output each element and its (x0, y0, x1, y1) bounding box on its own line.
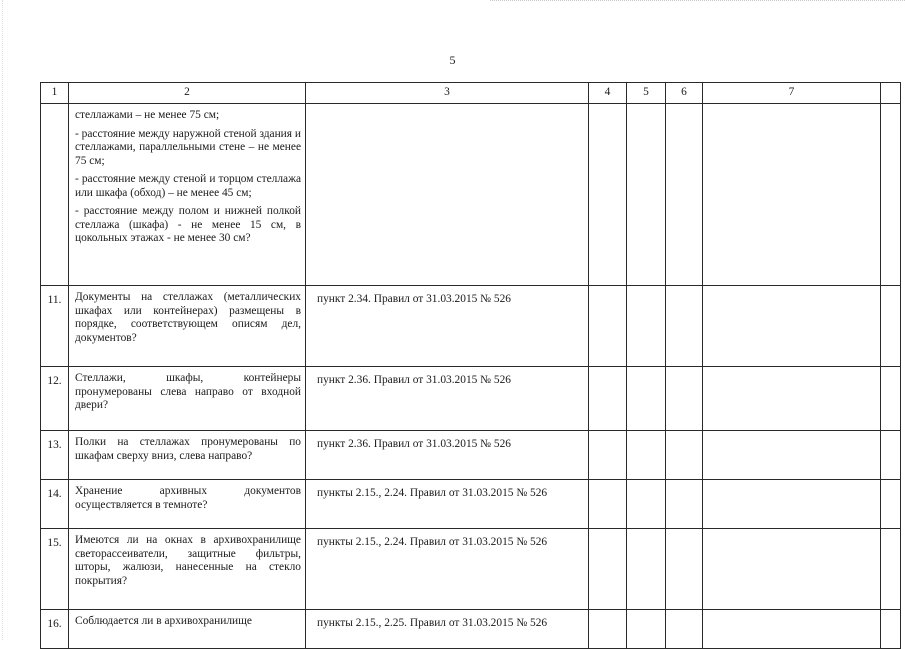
header-cell-4: 4 (589, 83, 627, 104)
header-cell-2: 2 (69, 83, 306, 104)
row-number: 16. (41, 610, 69, 649)
checklist-table (40, 82, 901, 649)
header-cell-6: 6 (666, 83, 703, 104)
reference-cell: пункт 2.34. Правил от 31.03.2015 № 526 (306, 286, 589, 367)
table-row (41, 610, 901, 649)
table-row (41, 431, 901, 480)
extra-cell (881, 431, 901, 480)
answer-cell-4 (589, 431, 627, 480)
answer-cell-7 (703, 367, 881, 431)
answer-cell-6 (666, 529, 703, 610)
answer-cell-5 (627, 480, 666, 529)
header-cell-7: 7 (703, 83, 881, 104)
answer-cell-6 (666, 480, 703, 529)
question-cell: Стеллажи, шкафы, контейнеры пронумерованы слева направо от входной двери? (69, 367, 306, 431)
answer-cell-4 (589, 529, 627, 610)
row-number: 15. (41, 529, 69, 610)
reference-cell: пункты 2.15., 2.24. Правил от 31.03.2015 № 526 (306, 480, 589, 529)
question-paragraph: - расстояние между полом и нижней полкой стеллажа (шкафа) - не менее 15 см, в цокольных этажах - не менее 30 см? (75, 205, 301, 244)
header-cell-3: 3 (306, 83, 589, 104)
header-cell-8 (881, 83, 901, 104)
answer-cell-6 (666, 431, 703, 480)
header-cell-5: 5 (627, 83, 666, 104)
scan-edge-top (490, 0, 905, 1)
reference-cell: пункты 2.15., 2.24. Правил от 31.03.2015 № 526 (306, 529, 589, 610)
extra-cell (881, 104, 901, 286)
question-paragraph: стеллажами – не менее 75 см; (75, 109, 220, 121)
scan-edge-left (2, 0, 3, 640)
row-number: 12. (41, 367, 69, 431)
answer-cell-7 (703, 286, 881, 367)
answer-cell-5 (627, 431, 666, 480)
extra-cell (881, 286, 901, 367)
answer-cell-5 (627, 286, 666, 367)
answer-cell-6 (666, 610, 703, 649)
answer-cell-7 (703, 610, 881, 649)
table-row-continuation (41, 104, 901, 286)
answer-cell-6 (666, 286, 703, 367)
answer-cell-6 (666, 104, 703, 286)
answer-cell-6 (666, 367, 703, 431)
question-cell: Соблюдается ли в архивохранилище (69, 610, 306, 649)
answer-cell-7 (703, 480, 881, 529)
question-cell: Документы на стеллажах (металлических шкафах или контейнерах) размещены в порядке, соответствующем описям дел, документов? (69, 286, 306, 367)
row-number: 14. (41, 480, 69, 529)
table-row (41, 286, 901, 367)
extra-cell (881, 529, 901, 610)
reference-cell: пункты 2.15., 2.25. Правил от 31.03.2015 № 526 (306, 610, 589, 649)
question-cell (69, 104, 306, 286)
answer-cell-4 (589, 610, 627, 649)
answer-cell-5 (627, 529, 666, 610)
answer-cell-4 (589, 480, 627, 529)
answer-cell-7 (703, 104, 881, 286)
reference-cell: пункт 2.36. Правил от 31.03.2015 № 526 (306, 367, 589, 431)
table-row (41, 529, 901, 610)
question-paragraph: - расстояние между наружной стеной здания и стеллажами, параллельными стене – не менее 75 см; (75, 127, 301, 167)
extra-cell (881, 480, 901, 529)
question-cell: Полки на стеллажах пронумерованы по шкафам сверху вниз, слева направо? (69, 431, 306, 480)
question-cell: Хранение архивных документов осуществляется в темноте? (69, 480, 306, 529)
page-number: 5 (449, 53, 456, 67)
table-row (41, 367, 901, 431)
header-cell-1: 1 (41, 83, 69, 104)
extra-cell (881, 367, 901, 431)
extra-cell (881, 610, 901, 649)
answer-cell-5 (627, 367, 666, 431)
answer-cell-4 (589, 286, 627, 367)
answer-cell-7 (703, 529, 881, 610)
answer-cell-5 (627, 104, 666, 286)
table-row (41, 480, 901, 529)
answer-cell-7 (703, 431, 881, 480)
row-number (41, 104, 69, 286)
answer-cell-4 (589, 367, 627, 431)
question-cell: Имеются ли на окнах в архивохранилище светорассеиватели, защитные фильтры, шторы, жалюзи, нанесенные на стекло покрытия? (69, 529, 306, 610)
question-paragraph: - расстояние между стеной и торцом стеллажа или шкафа (обход) – не менее 45 см; (75, 173, 301, 199)
row-number: 13. (41, 431, 69, 480)
answer-cell-4 (589, 104, 627, 286)
reference-cell: пункт 2.36. Правил от 31.03.2015 № 526 (306, 431, 589, 480)
answer-cell-5 (627, 610, 666, 649)
reference-cell (306, 104, 589, 286)
header-row (41, 83, 901, 104)
row-number: 11. (41, 286, 69, 367)
